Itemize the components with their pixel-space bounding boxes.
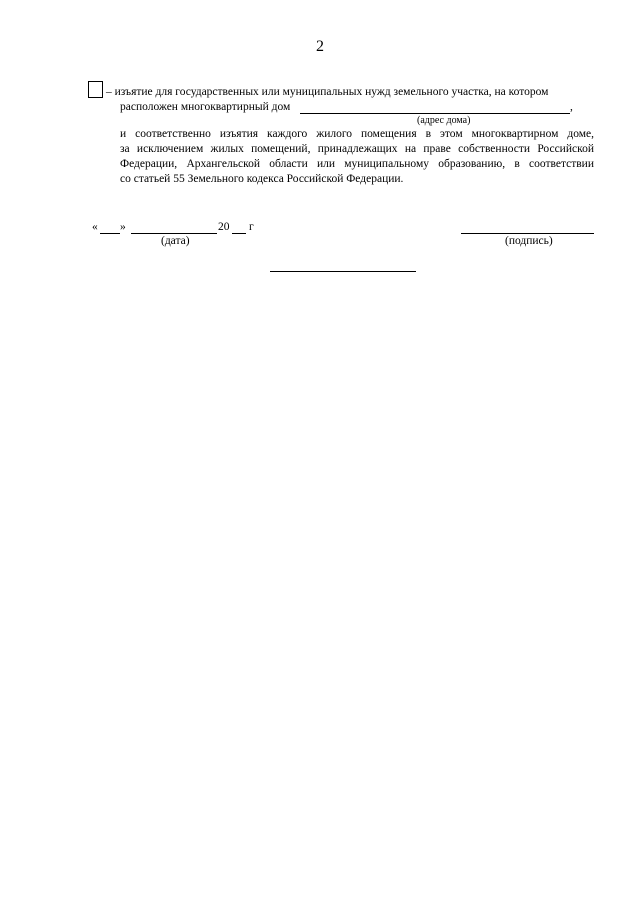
body-line-1: и соответственно изъятия каждого жилого помещения в этом многоквартирном доме, xyxy=(120,128,594,140)
date-close-quote: » xyxy=(120,221,126,233)
address-prefix: расположен многоквартирный дом xyxy=(120,101,291,113)
body-line-3: Федерации, Архангельской области или муниципальному образованию, в соответствии xyxy=(120,158,594,170)
address-caption: (адрес дома) xyxy=(417,115,471,126)
date-month-blank[interactable] xyxy=(131,233,217,234)
body-line-4: со статьей 55 Земельного кодекса Российской Федерации. xyxy=(120,173,404,185)
signature-caption: (подпись) xyxy=(505,235,553,247)
option-line-1: – изъятие для государственных или муниципальных нужд земельного участка, на котором xyxy=(106,86,549,98)
body-line-2: за исключением жилых помещений, принадлежащих на праве собственности Российской xyxy=(120,143,594,155)
address-comma: , xyxy=(570,101,573,113)
end-divider xyxy=(270,271,416,272)
date-day-blank[interactable] xyxy=(100,233,120,234)
date-open-quote: « xyxy=(92,221,98,233)
option-line-2 xyxy=(120,101,290,113)
date-year-blank[interactable] xyxy=(232,233,246,234)
address-blank[interactable] xyxy=(300,113,570,114)
checkbox[interactable] xyxy=(88,81,103,98)
date-year-suffix: г xyxy=(249,221,254,233)
signature-blank[interactable] xyxy=(461,233,594,234)
page-number: 2 xyxy=(316,38,324,55)
date-caption: (дата) xyxy=(161,235,190,247)
date-year-prefix: 20 xyxy=(218,221,230,233)
